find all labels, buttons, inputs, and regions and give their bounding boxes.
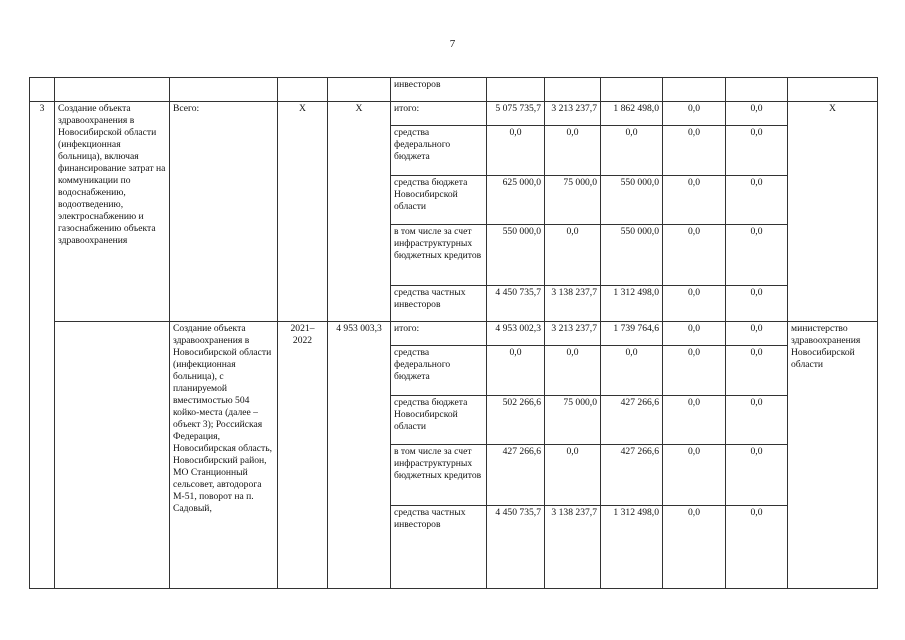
table-cell-value: 1 862 498,0 — [601, 102, 663, 126]
table-cell-value: 4 450 735,7 — [487, 506, 545, 589]
table-cell-value: 0,0 — [601, 346, 663, 396]
table-cell-source: средства бюджета Новосибирской области — [391, 176, 487, 225]
table-cell — [30, 78, 55, 102]
table-cell-value: 550 000,0 — [601, 176, 663, 225]
table-cell — [601, 78, 663, 102]
table-cell-source: в том числе за счет инфраструктурных бюджетных кредитов — [391, 445, 487, 506]
table-cell — [663, 78, 726, 102]
total-label: Всего: — [170, 102, 278, 322]
table-cell — [328, 78, 391, 102]
table-cell-value: 4 953 002,3 — [487, 322, 545, 346]
table-cell-value: 550 000,0 — [601, 225, 663, 286]
table-cell-value: 0,0 — [663, 286, 726, 322]
table-cell-value: 0,0 — [726, 176, 788, 225]
cost: Х — [328, 102, 391, 322]
cost: 4 953 003,3 — [328, 322, 391, 589]
table-cell-value: 0,0 — [726, 225, 788, 286]
table-cell-value: 0,0 — [726, 445, 788, 506]
table-cell-value: 0,0 — [726, 286, 788, 322]
table-cell-value: 0,0 — [726, 126, 788, 176]
table-cell-value: 0,0 — [487, 346, 545, 396]
table-cell-source: средства бюджета Новосибирской области — [391, 396, 487, 445]
table-cell-value: 550 000,0 — [487, 225, 545, 286]
table-cell-value: 0,0 — [663, 126, 726, 176]
table-cell — [170, 78, 278, 102]
responsible: Х — [788, 102, 878, 322]
table-cell-source: средства федерального бюджета — [391, 126, 487, 176]
table-cell-value: 0,0 — [663, 176, 726, 225]
table-cell-value: 0,0 — [545, 126, 601, 176]
table-cell-value: 4 450 735,7 — [487, 286, 545, 322]
budget-table — [29, 77, 878, 589]
table-cell-value: 0,0 — [545, 445, 601, 506]
table-cell-value: 3 138 237,7 — [545, 506, 601, 589]
table-cell — [487, 78, 545, 102]
table-cell-value: 0,0 — [726, 346, 788, 396]
table-cell-value: 0,0 — [601, 126, 663, 176]
table-cell-value: 0,0 — [726, 506, 788, 589]
table-cell-value: 0,0 — [663, 445, 726, 506]
table-cell-value: 3 138 237,7 — [545, 286, 601, 322]
table-cell-source: итого: — [391, 102, 487, 126]
responsible: министерство здравоохранения Новосибирской области — [788, 322, 878, 589]
table-cell-value: 502 266,6 — [487, 396, 545, 445]
row-number: 3 — [30, 102, 55, 589]
table-cell-value: 0,0 — [726, 102, 788, 126]
table-cell — [55, 322, 170, 589]
table-row — [30, 78, 878, 102]
table-cell-value: 427 266,6 — [487, 445, 545, 506]
object-description: Создание объекта здравоохранения в Новосибирской области (инфекционная больница), с планируемой вместимостью 504 койко-места (далее – объект 3); Российская Федерация, Новосибирская область, Новосибирский район, МО Станционный сельсовет, автодорога М-51, поворот на п. Садовый, — [170, 322, 278, 589]
table-cell-value: 1 739 764,6 — [601, 322, 663, 346]
object-name: Создание объекта здравоохранения в Новосибирской области (инфекционная больница), включая финансирование затрат на коммуникации по водоснабжению, водоотведению, электроснабжению и газоснабжению объекта здравоохранения — [55, 102, 170, 322]
table-cell-value: 1 312 498,0 — [601, 286, 663, 322]
table-cell — [545, 78, 601, 102]
table-cell-value: 427 266,6 — [601, 445, 663, 506]
table-cell — [726, 78, 788, 102]
table-cell-value: 0,0 — [545, 346, 601, 396]
table-cell-source: средства частных инвесторов — [391, 286, 487, 322]
table-cell-source: итого: — [391, 322, 487, 346]
table-cell-value: 1 312 498,0 — [601, 506, 663, 589]
table-cell-value: 625 000,0 — [487, 176, 545, 225]
table-cell-value: 0,0 — [663, 506, 726, 589]
table-cell-source: средства частных инвесторов — [391, 506, 487, 589]
table-cell-value: 0,0 — [663, 396, 726, 445]
page-number: 7 — [449, 38, 456, 50]
table-cell-source: инвесторов — [391, 78, 487, 102]
table-cell-value: 0,0 — [726, 396, 788, 445]
table-cell-value: 0,0 — [663, 322, 726, 346]
table-row — [30, 102, 878, 126]
table-cell-value: 427 266,6 — [601, 396, 663, 445]
period: 2021–2022 — [278, 322, 328, 589]
table-cell-value: 0,0 — [663, 102, 726, 126]
table-row — [30, 322, 878, 346]
table-cell-source: средства федерального бюджета — [391, 346, 487, 396]
table-cell-value: 0,0 — [545, 225, 601, 286]
table-cell — [788, 78, 878, 102]
table-cell-source: в том числе за счет инфраструктурных бюджетных кредитов — [391, 225, 487, 286]
table-cell-value: 5 075 735,7 — [487, 102, 545, 126]
period: Х — [278, 102, 328, 322]
table-cell-value: 0,0 — [487, 126, 545, 176]
table-cell-value: 75 000,0 — [545, 396, 601, 445]
table-cell — [278, 78, 328, 102]
table-cell-value: 3 213 237,7 — [545, 102, 601, 126]
table-cell-value: 0,0 — [663, 225, 726, 286]
table-cell-value: 75 000,0 — [545, 176, 601, 225]
table-cell-value: 3 213 237,7 — [545, 322, 601, 346]
table-cell-value: 0,0 — [726, 322, 788, 346]
table-cell-value: 0,0 — [663, 346, 726, 396]
table-cell — [55, 78, 170, 102]
